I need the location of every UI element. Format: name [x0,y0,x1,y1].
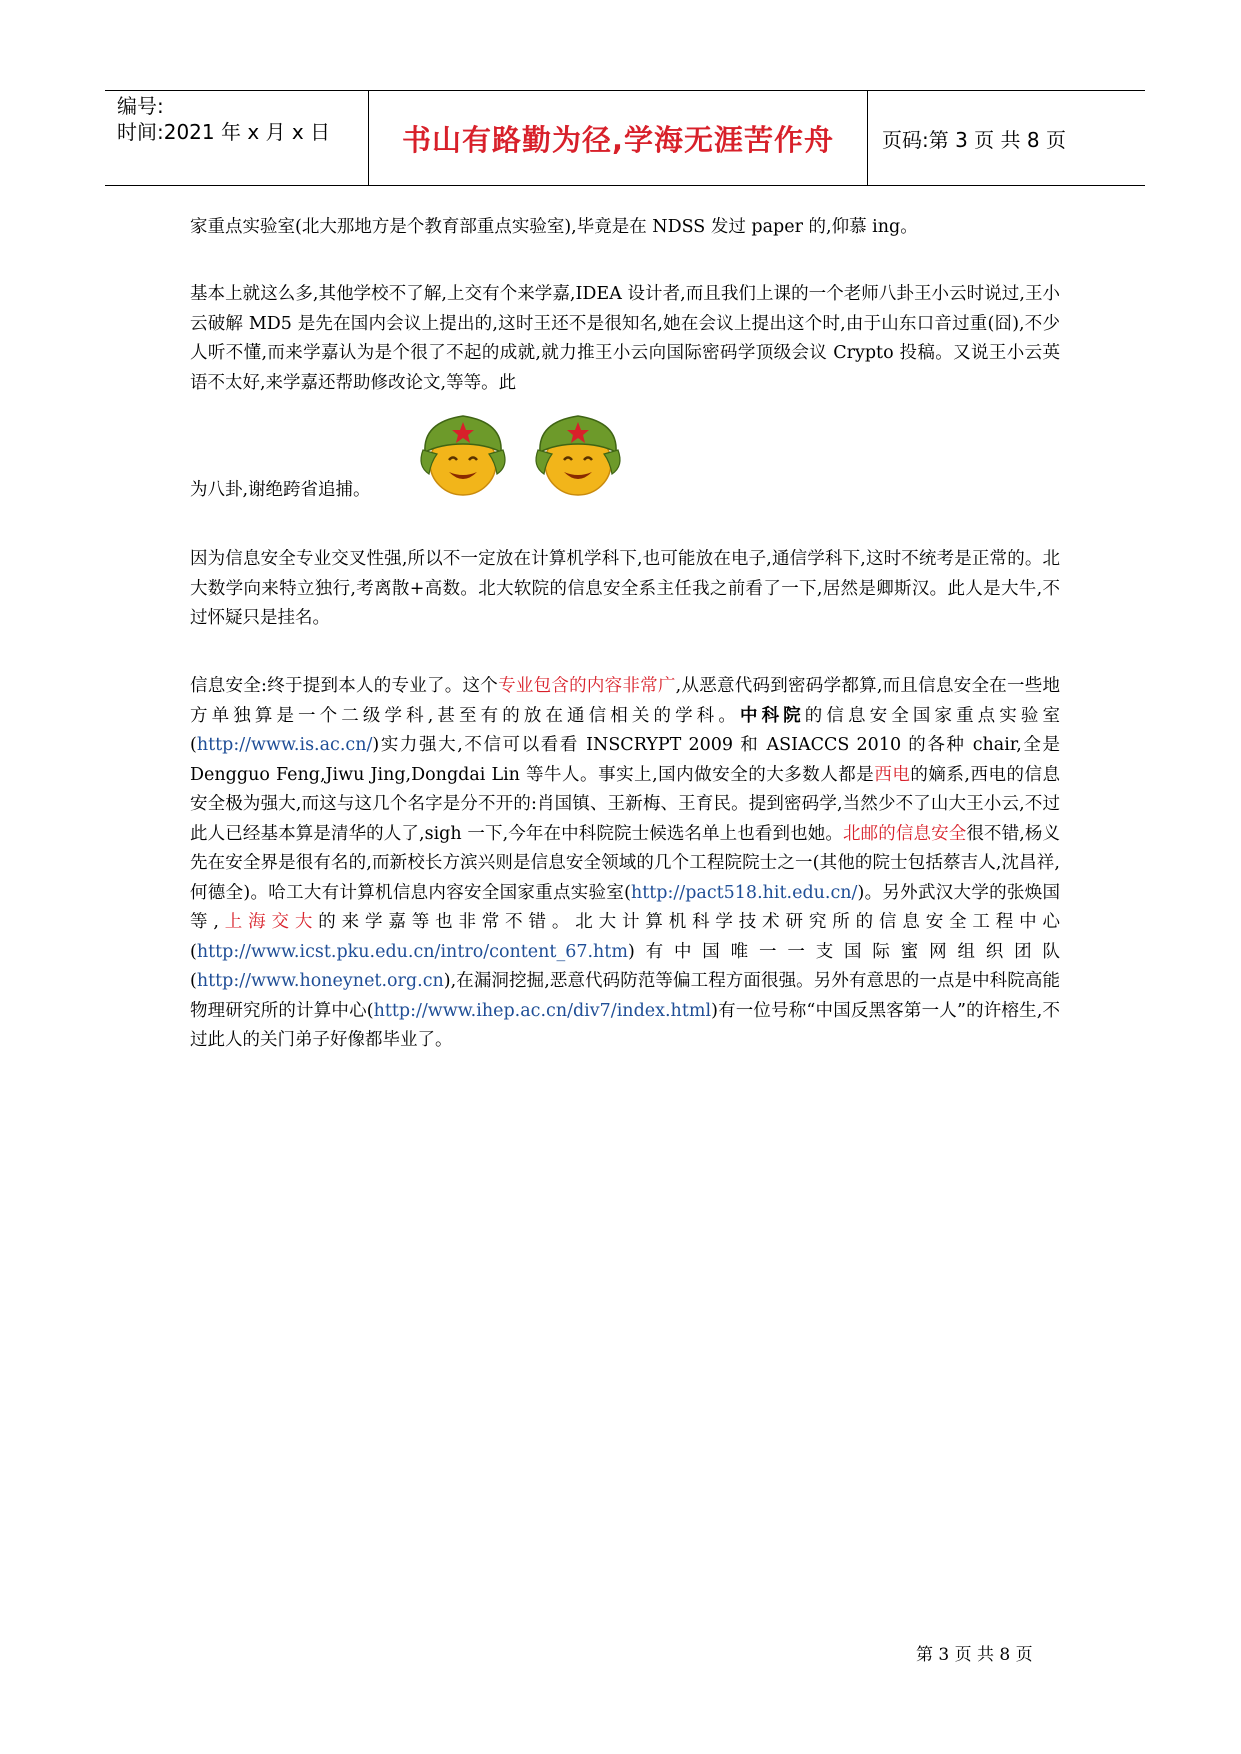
hyperlink[interactable]: http://pact518.hit.edu.cn/ [630,882,858,903]
text-run: 的嫡系,西电的信息安全极为强大,而这与这几个名字是分不开的:肖国镇、王新梅、王育民。提到密码学,当然少不了山大王小云,不过此人已经基本算是清华的人了,sigh 一下,今年在中科院院士候选名单上也看到也她。 [190,764,1061,844]
highlight-text: 上海交大 [218,912,319,932]
header-motto-cell [368,91,868,185]
hyperlink[interactable]: http://www.ihep.ac.cn/div7/index.html [373,1000,712,1021]
smiley-soldier-icon [530,408,626,498]
highlight-text: 专业包含的内容非常广 [498,676,676,696]
text-run: )有中国唯一一支国际蜜网组织团队( [190,941,1060,991]
header-meta [105,91,368,185]
text-run: )实力强大,不信可以看看 INSCRYPT 2009 和 ASIACCS 2010 的各种 chair,全是 Dengguo Feng,Jiwu Jing,Dongdai Lin 等牛人。事实上,国内做安全的大多数人都是 [190,735,1060,785]
paragraph-4 [190,672,1060,1056]
hyperlink[interactable]: http://www.honeynet.org.cn [196,971,444,991]
paragraph-1: 家重点实验室(北大那地方是个教育部重点实验室),毕竟是在 NDSS 发过 paper 的,仰慕 ing。 [190,217,918,237]
text-run: 信息安全:终于提到本人的专业了。这个 [190,676,499,696]
doc-time-label: 时间:2021 年 x 月 x 日 [117,120,331,144]
paragraph-2-tail: 为八卦,谢绝跨省追捕。 [190,480,371,500]
page-footer: 第 3 页 共 8 页 [916,1645,1033,1665]
paragraph-2: 基本上就这么多,其他学校不了解,上交有个来学嘉,IDEA 设计者,而且我们上课的一个老师八卦王小云时说过,王小云破解 MD5 是先在国内会议上提出的,这时王还不是很知名,她在会议上提出这个时,由于山东口音过重(囧),不少人听不懂,而来学嘉认为是个很了不起的成就,就力推王小云向国际密码学顶级会议 Crypto 投稿。又说王小云英语不太好,来学嘉还帮助修改论文,等等。此 [190,284,1060,393]
text-run: )有一位号称“中国反黑客第一人”的许榕生,不过此人的关门弟子好像都毕业了。 [190,1000,1060,1050]
header-page-number: 页码:第 3 页 共 8 页 [882,127,1066,152]
text-run: 的来学嘉等也非常不错。北大计算机科学技术研究所的信息安全工程中心( [190,912,1061,962]
paragraph-3: 因为信息安全专业交叉性强,所以不一定放在计算机学科下,也可能放在电子,通信学科下,这时不统考是正常的。北大数学向来特立独行,考离散+高数。北大软院的信息安全系主任我之前看了一下,居然是卿斯汉。此人是大牛,不过怀疑只是挂名。 [190,549,1060,628]
text-run: 的信息安全国家重点实验室( [190,705,1061,755]
hyperlink[interactable]: http://www.icst.pku.edu.cn/intro/content_67.htm [196,941,628,962]
hyperlink[interactable]: http://www.is.ac.cn/ [196,735,373,755]
page-header [105,90,1145,186]
highlight-text: 西电 [874,764,911,785]
header-page-cell [868,91,1145,185]
highlight-text: 北邮的信息安全 [843,823,967,844]
doc-number-label: 编号: [117,94,164,118]
text-run: 很不错,杨义先在安全界是很有名的,而新校长方滨兴则是信息安全领域的几个工程院院士之一(其他的院士包括蔡吉人,沈昌祥,何德全)。哈工大有计算机信息内容安全国家重点实验室( [190,823,1061,903]
header-motto: 书山有路勤为径,学海无涯苦作舟 [401,122,835,157]
text-run: ,从恶意代码到密码学都算,而且信息安全在一些地方单独算是一个二级学科,甚至有的放在通信相关的学科。 [190,676,1061,726]
bold-text: 中科院 [739,705,805,726]
text-run: )。另外武汉大学的张焕国等, [190,882,1060,932]
smiley-soldier-icon [415,408,511,498]
text-run: ),在漏洞挖掘,恶意代码防范等偏工程方面很强。另外有意思的一点是中科院高能物理研究所的计算中心( [190,971,1060,1021]
